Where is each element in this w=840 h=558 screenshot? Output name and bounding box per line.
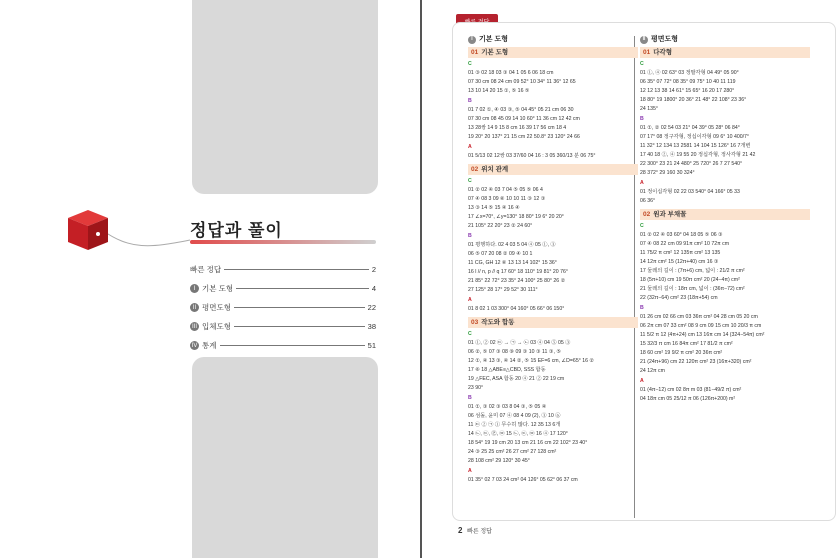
answer-row: 18 54° 19 19 cm 20 13 cm 21 16 cm 22 102° 23 40° — [468, 440, 588, 446]
answer-row: 01 ③ 02 18 03 ③ 04 1 05 6 06 18 cm — [468, 70, 554, 76]
toc-leader-line — [236, 288, 369, 289]
page-number: 2 — [458, 526, 463, 535]
answer-row: 17 40 18 ②, ④ 19 55 20 정십각형, 정사각형 21 42 — [640, 152, 756, 158]
chapter-badge: II — [640, 36, 648, 44]
toc-leader-line — [224, 269, 369, 270]
toc-item[interactable] — [190, 298, 376, 317]
toc-item-label: 빠른 정답 — [190, 265, 222, 274]
section-heading — [468, 47, 638, 58]
answer-row: 07 ④ 08 22 cm 09 91π cm² 10 72π cm — [640, 241, 730, 247]
footer-label: 빠른 정답 — [467, 529, 492, 535]
answer-row: 17 ⑥ 18 △ABE≡△CBD, SSS 합동 — [468, 367, 546, 373]
answer-row: 12 12 13 38 14 61° 15 65° 16 20 17 280° — [640, 88, 735, 94]
answer-row: 28 372° 29 160 30 324° — [640, 170, 695, 176]
level-label: C — [468, 331, 472, 337]
section-number: 02 — [643, 211, 651, 218]
answer-row: 01 ①, ③ 02 ③ 03 8 04 ③, ⑤ 05 ④ — [468, 404, 547, 410]
answer-row: 01 ①, ② 02 ㉢ → ㉠ → ㉡ 03 ④ 04 ⑤ 05 ③ — [468, 340, 571, 346]
section-title: 다각형 — [653, 49, 673, 56]
chapter-badge: I — [468, 36, 476, 44]
answer-row: 22 (32π−64) cm² 23 (18π+54) cm — [640, 295, 718, 301]
toc-item-label: 기본 도형 — [202, 284, 234, 293]
answers-column-right — [640, 35, 810, 404]
answer-row: 07 ④ 08 3 09 ⑥ 10 10 11 ③ 12 ③ — [468, 196, 546, 202]
right-page — [422, 0, 840, 558]
toc-item[interactable] — [190, 317, 376, 336]
answer-row: 01 ② 02 ④ 03 60° 04 18 05 ⑤ 06 ③ — [640, 232, 723, 238]
level-label: B — [640, 305, 644, 311]
answer-row: 01 평행하다. 02 4 03 5 04 ④ 05 ①, ③ — [468, 242, 556, 248]
level-label: B — [468, 233, 472, 239]
chapter-heading — [468, 35, 638, 44]
page-footer — [458, 526, 492, 535]
toc-item-label: 통계 — [202, 341, 217, 350]
answer-row: 21 (24π+96) cm 22 120π cm² 23 (16π+320) cm² — [640, 359, 752, 365]
answer-row: 01 7 02 ①, ④ 03 ③, ⑤ 04 45° 05 21 cm 06 30 — [468, 107, 574, 113]
answer-row: 28 108 cm² 29 120° 30 45° — [468, 458, 530, 464]
answer-row: 07 17° 08 정구각형, 정십이각형 09 6° 10 400/7° — [640, 134, 750, 140]
answer-row: 23 90° — [468, 385, 484, 391]
section-title: 작도와 합동 — [481, 319, 515, 326]
answer-row: 21 85° 22 72° 23 35° 24 100° 25 80° 26 ② — [468, 278, 566, 284]
answer-row: 01 ①, ④ 02 63° 03 정팔각형 04 49° 05 90° — [640, 70, 739, 76]
answer-row: 15 32/3 π cm 16 84π cm² 17 81/2 π cm² — [640, 341, 733, 347]
level-label: A — [468, 144, 472, 150]
answer-row: 06 35° 07 72° 08 35° 09 75° 10 40 11 119 — [640, 79, 736, 85]
level-label: B — [468, 395, 472, 401]
answer-row: 19 20° 20 137° 21 15 cm 22 50.8° 23 120° 24 66 — [468, 134, 580, 140]
table-of-contents — [190, 260, 376, 355]
answer-row: 24 12π cm — [640, 368, 665, 374]
chapter-badge: II — [190, 303, 199, 312]
answer-row: 01 ①, ② 02 54 03 21° 04 39° 05 28° 06 84° — [640, 125, 740, 131]
chapter-sections — [640, 47, 810, 404]
answer-row: 01 35° 02 7 03 24 cm² 04 126° 05 62° 06 37 cm — [468, 477, 578, 483]
chapter-sections — [468, 47, 638, 485]
toc-item-page: 2 — [371, 265, 376, 274]
level-label: B — [468, 98, 472, 104]
level-label: A — [468, 468, 472, 474]
toc-item-label: 입체도형 — [202, 322, 231, 331]
answer-row: 18 (5π+10) cm 19 50π cm² 20 (24−4π) cm² — [640, 277, 740, 283]
answer-row: 06 섬돌, 윤미 07 ④ 08 4 09 (2), ③ 10 ⑥ — [468, 413, 561, 419]
chapter-heading — [640, 35, 810, 44]
answer-row: 01 5/13 02 12쌍 03 37/60 04 16 : 3 05 360/13 분 06 75° — [468, 153, 596, 159]
level-label: C — [640, 61, 644, 67]
answer-row: 11 ㉢ ② ㉠ ① 무수히 많다. 12 35 13 6개 — [468, 422, 561, 428]
answer-row: 01 26 cm 02 66 cm 03 36π cm² 04 28 cm 05 20 cm — [640, 314, 758, 320]
section-title: 위치 관계 — [481, 166, 509, 173]
answer-row: 18 60 cm² 19 9/2 π cm² 20 36π cm² — [640, 350, 723, 356]
answer-row: 13 28쌍 14 9 15 8 cm 16 39 17 56 cm 18 4 — [468, 125, 567, 131]
page-title: 정답과 풀이 — [190, 221, 283, 240]
red-cube-icon — [64, 206, 110, 252]
answer-row: 18 80° 19 1800° 20 36° 21 48° 22 108° 23 36° — [640, 97, 747, 103]
chapter-title: 평면도형 — [651, 36, 679, 43]
answer-row: 21 105° 22 20° 23 ② 24 60° — [468, 223, 533, 229]
answer-row: 13 10 14 20 15 ①, ⑤ 16 ⑤ — [468, 88, 530, 94]
level-label: A — [468, 297, 472, 303]
toc-item-page: 22 — [367, 303, 376, 312]
section-heading — [640, 47, 810, 58]
answer-row: 17 ∠x=70°, ∠y=130° 18 80° 19 6° 20 20° — [468, 214, 564, 220]
answer-row: 24 ③ 25 25 cm² 26 27 cm² 27 128 cm² — [468, 449, 557, 455]
toc-item[interactable] — [190, 336, 376, 355]
answer-row: 14 12π cm² 15 (12π+40) cm 16 ③ — [640, 259, 719, 265]
chapter-badge: I — [190, 284, 199, 293]
toc-item-label: 평면도형 — [202, 303, 231, 312]
answer-row: 13 ③ 14 ⑤ 15 ④ 16 ④ — [468, 205, 520, 211]
answer-row: 07 30 cm 08 45 09 14 10 60° 11 36 cm 12 42 cm — [468, 116, 580, 122]
answer-row: 22 300° 23 21 24 480° 25 720° 26 7 27 540° — [640, 161, 743, 167]
answer-row: 12 ①, ④ 13 ③, ④ 14 ②, ⑤ 15 EF=6 cm, ∠D=65° 16 ② — [468, 358, 595, 364]
level-label: C — [640, 223, 644, 229]
section-title: 원과 부채꼴 — [653, 211, 687, 218]
chapter-title: 기본 도형 — [479, 36, 508, 43]
answer-row: 17 둘레의 길이 : (7π+6) cm, 넓이 : 21/2 π cm² — [640, 268, 745, 274]
answers-column-left — [468, 35, 638, 485]
answer-row: 14 ㉡, ㉢, ㉣, ㉤ 15 ㉡, ㉢, ㉤ 16 ④ 17 120° — [468, 431, 568, 437]
answer-row: 06 ②, ⑤ 07 ③ 08 ⑨ 09 ③ 10 ③ 11 ③, ⑤ — [468, 349, 562, 355]
level-label: C — [468, 178, 472, 184]
answer-row: 19 △FEC, ASA 합동 20 ④ 21 ② 22 19 cm — [468, 376, 565, 382]
section-heading — [468, 164, 638, 175]
answer-row: 06 ⑤ 07 20 08 ② 09 ④ 10 1 — [468, 251, 533, 257]
toc-item-page: 4 — [371, 284, 376, 293]
answer-row: 27 125° 28 17° 29 52° 30 111° — [468, 287, 538, 293]
answer-row: 06 2π cm 07 33 cm² 08 9 cm 09 15 cm 10 20/3 π cm — [640, 323, 762, 329]
toc-item-page: 51 — [367, 341, 376, 350]
toc-leader-line — [234, 326, 365, 327]
answer-row: 01 (4π−12) cm 02 8π m 03 (81−49/2 π) cm² — [640, 387, 742, 393]
section-number: 01 — [643, 49, 651, 56]
title-underline — [190, 240, 376, 244]
level-label: A — [640, 378, 644, 384]
answer-row: 06 36° — [640, 198, 656, 204]
answer-row: 16 l // n, p // q 17 60° 18 110° 19 81° 20 76° — [468, 269, 568, 275]
answer-row: 21 둘레의 길이 : 18π cm, 넓이 : (36π−72) cm² — [640, 286, 745, 292]
level-label: B — [640, 116, 644, 122]
toc-item[interactable] — [190, 260, 376, 279]
answer-row: 04 18π cm 05 25/12 π 06 (126π+200) m² — [640, 396, 736, 402]
toc-leader-line — [234, 307, 365, 308]
chapter-badge: III — [191, 323, 197, 330]
answer-row: 01 8 02 1 03 300° 04 160° 05 66° 06 150° — [468, 306, 565, 312]
answer-row: 07 30 cm 08 24 cm 09 52° 10 34° 11 36° 12 65 — [468, 79, 576, 85]
answer-row: 11 5/2 π 12 (4π+24) cm 13 16π cm 14 (324−54π) cm² — [640, 332, 765, 338]
answer-row: 01 ② 02 ④ 03 7 04 ⑤ 05 ⑤ 06 4 — [468, 187, 543, 193]
toc-leader-line — [220, 345, 365, 346]
chapter-badge: IV — [191, 342, 198, 349]
section-title: 기본 도형 — [481, 49, 509, 56]
answer-row: 24 135° — [640, 106, 658, 112]
section-heading — [468, 317, 638, 328]
answer-row: 11 32° 12 134 13 2581 14 104 15 126° 16 7개변 — [640, 143, 751, 149]
answer-row: 01 정이십각형 02 22 03 540° 04 166° 05 33 — [640, 189, 740, 195]
toc-item-page: 38 — [367, 322, 376, 331]
section-number: 02 — [471, 166, 479, 173]
section-number: 03 — [471, 319, 479, 326]
answer-row: 11 75/2 π cm² 12 135π cm² 13 135 — [640, 250, 721, 256]
answer-row: 11 CG, GH 12 ⑥ 13 13 14 102° 15 36° — [468, 260, 557, 266]
section-number: 01 — [471, 49, 479, 56]
level-label: A — [640, 180, 644, 186]
section-heading — [640, 209, 810, 220]
toc-item[interactable] — [190, 279, 376, 298]
level-label: C — [468, 61, 472, 67]
